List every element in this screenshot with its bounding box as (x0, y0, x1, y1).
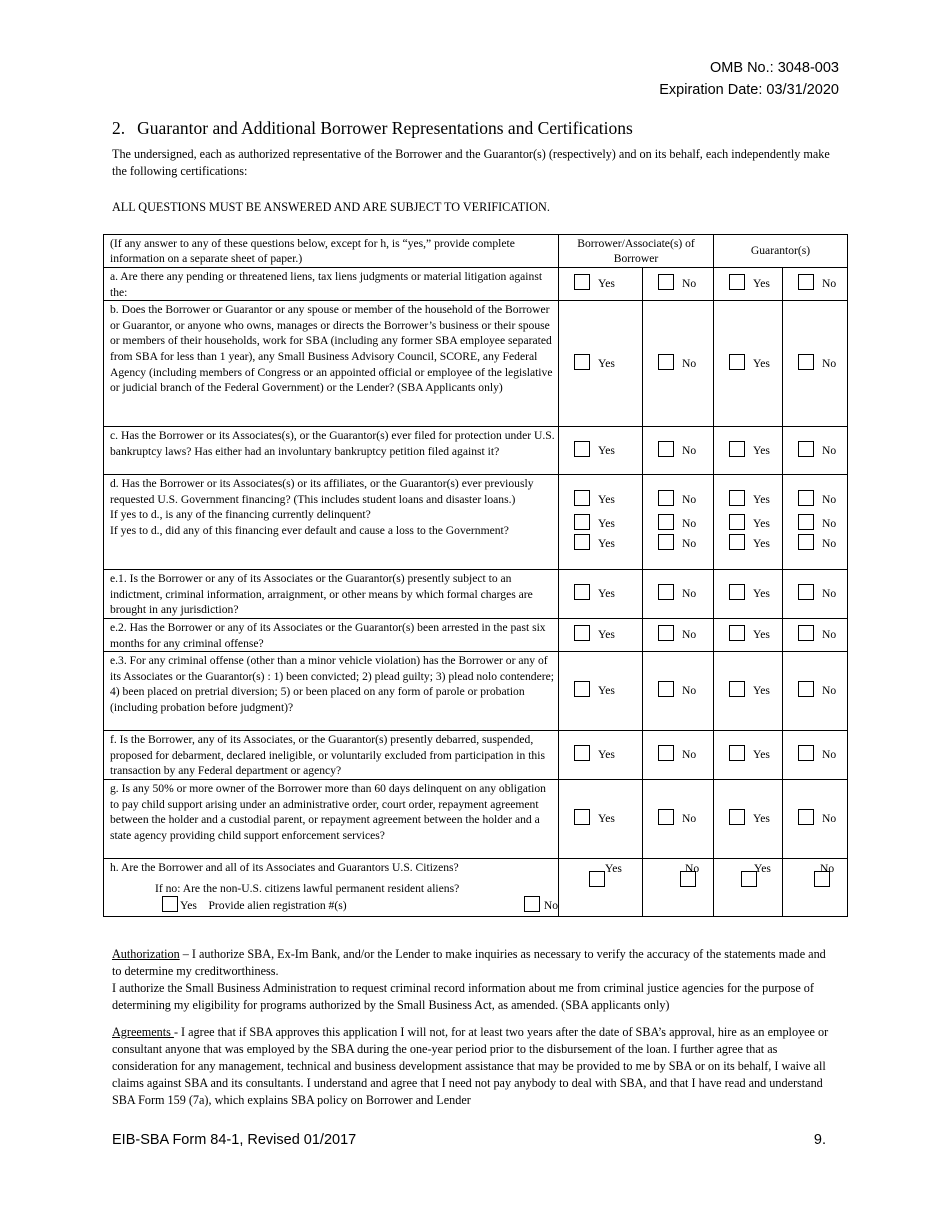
borrower-no-checkbox[interactable] (658, 809, 674, 825)
borrower-yes-checkbox[interactable] (574, 625, 590, 641)
authorization-section (112, 946, 837, 1119)
question-d1: d. Has the Borrower or its Associates(s) or its affiliates, or the Guarantor(s) ever previously requested U.S. Government financing? (This includes student loans and disaster loans.) (110, 477, 534, 506)
borrower-yes-checkbox[interactable] (574, 534, 590, 550)
question-e1: e.1. Is the Borrower or any of its Associates or the Guarantor(s) presently subject to an indictment, criminal information, arraignment, or other means by which formal charges are brought in any jurisdiction? (104, 570, 559, 619)
borrower-no-checkbox[interactable] (658, 745, 674, 761)
borrower-no-checkbox[interactable] (658, 441, 674, 457)
borrower-yes-checkbox[interactable] (574, 354, 590, 370)
form-identifier: EIB-SBA Form 84-1, Revised 01/2017 (112, 1132, 357, 1148)
guarantor-yes-checkbox[interactable] (729, 514, 745, 530)
guarantor-no-checkbox[interactable] (798, 441, 814, 457)
guarantor-no-checkbox[interactable] (798, 534, 814, 550)
agreements-paragraph (112, 1024, 837, 1109)
guarantor-yes-checkbox[interactable] (729, 809, 745, 825)
section-number: 2. (112, 118, 126, 138)
borrower-no-checkbox[interactable] (658, 584, 674, 600)
question-c: c. Has the Borrower or its Associates(s), or the Guarantor(s) ever filed for protection under U.S. bankruptcy laws? Has either had an involuntary bankruptcy petition filed against it? (104, 427, 559, 475)
section-intro: The undersigned, each as authorized representative of the Borrower and the Guarantor(s) (respectively) and on its behalf, each independently make the following certifications: (112, 147, 830, 178)
section-title-text: Guarantor and Additional Borrower Representations and Certifications (137, 118, 633, 138)
section-title (112, 118, 633, 139)
guarantor-yes-checkbox[interactable] (729, 274, 745, 290)
borrower-yes-checkbox[interactable] (574, 681, 590, 697)
alien-registration-label: Provide alien registration #(s) (208, 899, 347, 913)
authorization-paragraph (112, 946, 837, 1014)
guarantor-no-checkbox[interactable] (798, 514, 814, 530)
table-row: f. Is the Borrower, any of its Associates, or the Guarantor(s) presently debarred, suspended, proposed for debarment, declared ineligible, or voluntarily excluded from participation in this transaction by any Federal department or agency? Yes No Yes No (104, 731, 848, 780)
authorization-text-2: I authorize the Small Business Administration to request criminal record information about me from criminal justice agencies for the purpose of determining my eligibility for programs authorized by the Small Business Act, as amended. (SBA applicants only) (112, 981, 814, 1012)
question-h (104, 858, 559, 916)
alien-registration-line (162, 896, 558, 914)
table-row: b. Does the Borrower or Guarantor or any spouse or member of the household of the Borrower or Guarantor, or anyone who owns, manages or directs the Borrower’s business or their spouse or members of their households, work for SBA (including any former SBA employee separated from SBA for less than 1 year), any Small Business Advisory Council, SCORE, any Federal Agency (including members of Congress or an appointed official or employee of the legislative or judicial branch of the Federal Government) or the Lender? (SBA Applicants only) Yes No Yes No (104, 301, 848, 427)
guarantor-no-checkbox[interactable] (798, 584, 814, 600)
borrower-no-checkbox[interactable] (658, 681, 674, 697)
guarantor-yes-checkbox[interactable] (729, 490, 745, 506)
table-row: c. Has the Borrower or its Associates(s), or the Guarantor(s) ever filed for protection under U.S. bankruptcy laws? Has either had an involuntary bankruptcy petition filed against it? Yes No Yes No (104, 427, 848, 475)
guarantor-no-checkbox[interactable] (798, 354, 814, 370)
borrower-no-checkbox[interactable] (658, 274, 674, 290)
expiration-date: Expiration Date: 03/31/2020 (659, 82, 839, 98)
guarantor-no-checkbox[interactable] (798, 745, 814, 761)
guarantor-yes-checkbox[interactable] (729, 354, 745, 370)
borrower-no-checkbox[interactable] (658, 534, 674, 550)
omb-block (659, 57, 839, 101)
authorization-label: Authorization (112, 947, 180, 961)
table-row: e.2. Has the Borrower or any of its Associates or the Guarantor(s) been arrested in the past six months for any criminal offense? Yes No Yes No (104, 618, 848, 651)
question-d3: If yes to d., did any of this financing ever default and cause a loss to the Government? (110, 523, 509, 537)
question-h-sub: If no: Are the non-U.S. citizens lawful permanent resident aliens? (155, 881, 460, 895)
table-row: d. Has the Borrower or its Associates(s) or its affiliates, or the Guarantor(s) ever previously requested U.S. Government financing? (This includes student loans and disaster loans.) If yes to d., is any of the financing currently delinquent? If yes to d., did any of this financing ever default and cause a loss to the Government? Yes Yes Yes No No No Yes Yes Yes No No No (104, 475, 848, 570)
question-f: f. Is the Borrower, any of its Associates, or the Guarantor(s) presently debarred, suspended, proposed for debarment, declared ineligible, or voluntarily excluded from participation in this transaction by any Federal department or agency? (104, 731, 559, 780)
question-e3: e.3. For any criminal offense (other than a minor vehicle violation) has the Borrower or any of its Associates or the Guarantor(s) : 1) been convicted; 2) plead guilty; 3) plead nolo contendere; 4) been placed on pretrial diversion; 5) or been placed on any form of parole or probation (including probation before judgment)? (104, 652, 559, 731)
guarantor-no-checkbox[interactable] (798, 625, 814, 641)
guarantor-yes-checkbox[interactable] (729, 584, 745, 600)
borrower-yes-checkbox[interactable] (574, 584, 590, 600)
table-row: e.1. Is the Borrower or any of its Associates or the Guarantor(s) presently subject to an indictment, criminal information, arraignment, or other means by which formal charges are brought in any jurisdiction? Yes No Yes No (104, 570, 848, 619)
guarantor-no-checkbox[interactable] (798, 809, 814, 825)
alien-no-option (524, 896, 558, 914)
table-row: h. Are the Borrower and all of its Associates and Guarantors U.S. Citizens? If no: Are the non-U.S. citizens lawful permanent resident aliens? Yes Provide alien registration #(s) No Yes No Yes No (104, 858, 848, 916)
guarantor-yes-checkbox[interactable] (729, 625, 745, 641)
table-row: g. Is any 50% or more owner of the Borrower more than 60 days delinquent on any obligation to pay child support arising under an administrative order, court order, repayment agreement between the holder and a custodial parent, or repayment agreement between the holder and a state agency providing child support enforcement services? Yes No Yes No (104, 779, 848, 858)
borrower-no-checkbox[interactable] (658, 490, 674, 506)
agreements-text: - I agree that if SBA approves this application I will not, for at least two years after the date of SBA’s approval, hire as an employee or consultant anyone that was employed by the SBA during the one-year period prior to the disbursement of the loan. I further agree that as consideration for any management, technical and business development assistance that may be provided to me by SBA or on its behalf, I waive all claims against SBA and its consultants. I understand and agree that I need not pay anybody to deal with SBA, and that I have read and understand SBA Form 159 (7a), which explains SBA policy on Borrower and Lender (112, 1025, 829, 1107)
col-guarantor-header: Guarantor(s) (714, 235, 848, 268)
question-h-text: h. Are the Borrower and all of its Associates and Guarantors U.S. Citizens? (110, 860, 459, 874)
table-header-row (104, 235, 848, 268)
question-e2: e.2. Has the Borrower or any of its Associates or the Guarantor(s) been arrested in the past six months for any criminal offense? (104, 618, 559, 651)
guarantor-no-checkbox[interactable] (798, 490, 814, 506)
borrower-no-checkbox[interactable] (658, 514, 674, 530)
borrower-yes-checkbox[interactable] (574, 274, 590, 290)
borrower-yes-checkbox[interactable] (574, 745, 590, 761)
guarantor-no-checkbox[interactable] (798, 274, 814, 290)
guarantor-yes-checkbox[interactable] (729, 681, 745, 697)
omb-number: OMB No.: 3048-003 (710, 60, 839, 76)
table-row: e.3. For any criminal offense (other than a minor vehicle violation) has the Borrower or any of its Associates or the Guarantor(s) : 1) been convicted; 2) plead guilty; 3) plead nolo contendere; 4) been placed on pretrial diversion; 5) or been placed on any form of parole or probation (including probation before judgment)? Yes No Yes No (104, 652, 848, 731)
page-number: 9. (813, 1132, 826, 1148)
alien-no-label: No (543, 899, 558, 913)
agreements-label: Agreements (112, 1025, 174, 1039)
certification-table (103, 234, 848, 917)
authorization-text: – I authorize SBA, Ex-Im Bank, and/or the Lender to make inquiries as necessary to verify the accuracy of the statements made and to determine my creditworthiness. (112, 947, 826, 978)
question-d2: If yes to d., is any of the financing currently delinquent? (110, 508, 371, 522)
borrower-yes-checkbox[interactable] (589, 871, 605, 887)
borrower-yes-checkbox[interactable] (574, 441, 590, 457)
guarantor-yes-checkbox[interactable] (729, 441, 745, 457)
borrower-no-checkbox[interactable] (658, 354, 674, 370)
guarantor-no-checkbox[interactable] (798, 681, 814, 697)
all-questions-notice: ALL QUESTIONS MUST BE ANSWERED AND ARE SUBJECT TO VERIFICATION. (112, 200, 550, 214)
guarantor-yes-checkbox[interactable] (729, 745, 745, 761)
guarantor-yes-checkbox[interactable] (729, 534, 745, 550)
alien-yes-label: Yes (180, 899, 197, 913)
table-row: a. Are there any pending or threatened liens, tax liens judgments or material litigation against the: Yes No Yes No (104, 268, 848, 301)
question-b: b. Does the Borrower or Guarantor or any spouse or member of the household of the Borrower or Guarantor, or anyone who owns, manages or directs the Borrower’s business or their spouse or members of their households, work for SBA (including any former SBA employee separated from SBA for less than 1 year), any Small Business Advisory Council, SCORE, any Federal Agency (including members of Congress or an appointed official or employee of the legislative or judicial branch of the Federal Government) or the Lender? (SBA Applicants only) (104, 301, 559, 427)
alien-yes-checkbox[interactable] (162, 896, 178, 912)
header-note: (If any answer to any of these questions below, except for h, is “yes,” provide complete information on a separate sheet of paper.) (104, 235, 559, 268)
borrower-no-checkbox[interactable] (658, 625, 674, 641)
question-d (104, 475, 559, 570)
borrower-yes-checkbox[interactable] (574, 490, 590, 506)
question-g: g. Is any 50% or more owner of the Borrower more than 60 days delinquent on any obligation to pay child support arising under an administrative order, court order, repayment agreement between the holder and a custodial parent, or repayment agreement between the holder and a state agency providing child support enforcement services? (104, 779, 559, 858)
borrower-yes-checkbox[interactable] (574, 809, 590, 825)
col-borrower-header: Borrower/Associate(s) of Borrower (559, 235, 714, 268)
borrower-yes-checkbox[interactable] (574, 514, 590, 530)
question-a: a. Are there any pending or threatened liens, tax liens judgments or material litigation against the: (104, 268, 559, 301)
alien-no-checkbox[interactable] (524, 896, 540, 912)
